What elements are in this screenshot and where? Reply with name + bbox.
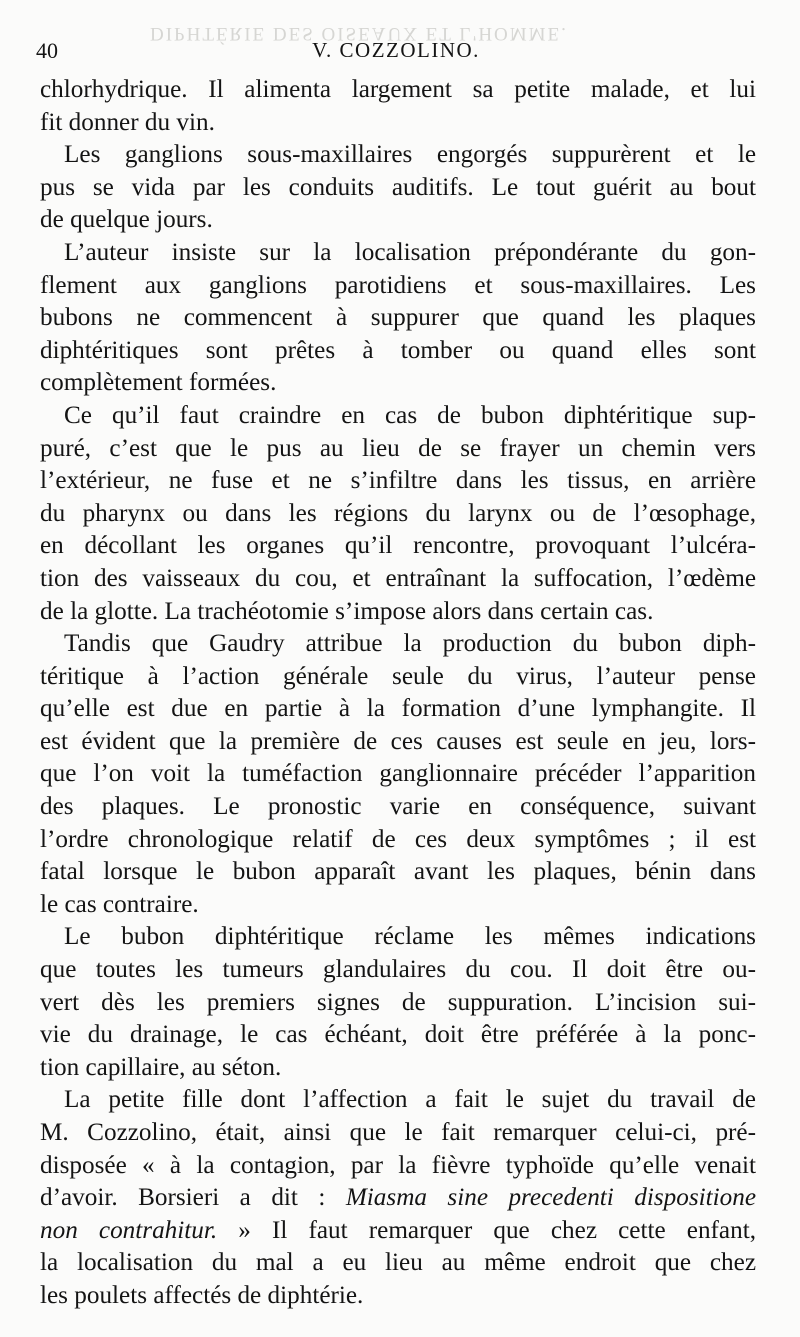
text-line: diphtéritiques sont prêtes à tomber ou quand elles sont: [40, 336, 756, 364]
text-line: des plaques. Le pronostic varie en conséquence, suivant: [40, 793, 756, 821]
text-line: de la glotte. La trachéotomie s’impose alors dans certain cas.: [40, 597, 654, 625]
text-line: est évident que la première de ces causes est seule en jeu, lors-: [40, 727, 756, 755]
text-line: vert dès les premiers signes de suppuration. L’incision sui-: [40, 988, 756, 1016]
page-number: 40: [36, 38, 58, 63]
paragraph-5: [40, 628, 756, 921]
text-line: l’extérieur, ne fuse et ne s’infiltre dans les tissus, en arrière: [40, 467, 756, 495]
text-line: téritique à l’action générale seule du virus, l’auteur pense: [40, 662, 756, 690]
text-line: L’auteur insiste sur la localisation prépondérante du gon-: [64, 238, 756, 266]
text-line: flement aux ganglions parotidiens et sous-maxillaires. Les: [40, 271, 756, 299]
latin-quote: Miasma sine precedenti dispositione: [345, 1184, 756, 1212]
text-line: de quelque jours.: [40, 206, 213, 234]
text-line: l’ordre chronologique relatif de ces deux symptômes ; il est: [40, 825, 756, 853]
text-line: vie du drainage, le cas échéant, doit être préférée à la ponc-: [40, 1021, 756, 1049]
running-head: [36, 38, 756, 68]
text-line: fatal lorsque le bubon apparaît avant les plaques, bénin dans: [40, 858, 756, 886]
text-line: que l’on voit la tuméfaction ganglionnaire précéder l’apparition: [40, 760, 756, 788]
paragraph-3: [40, 237, 756, 400]
text-line: pus se vida par les conduits auditifs. Le tout guérit au bout: [40, 173, 756, 201]
text-line: M. Cozzolino, était, ainsi que le fait remarquer celui-ci, pré-: [40, 1119, 756, 1146]
text-line: qu’elle est due en partie à la formation d’une lymphangite. Il: [40, 695, 756, 723]
text-line: disposée « à la contagion, par la fièvre typhoïde qu’elle venait: [40, 1151, 756, 1179]
text-line: complètement formées.: [40, 369, 277, 397]
text-line: la localisation du mal a eu lieu au même endroit que chez: [40, 1249, 756, 1277]
show-through-text: DIPHTÉRIE DES OISEAUX ET L'HOMME.: [150, 23, 568, 44]
paragraph-4: [40, 400, 756, 628]
text-line: chlorhydrique. Il alimenta largement sa petite malade, et lui: [40, 76, 756, 103]
text-line: [40, 1215, 756, 1248]
text-line: les poulets affectés de diphtérie.: [40, 1281, 364, 1309]
text-line: Les ganglions sous-maxillaires engorgés suppurèrent et le: [64, 141, 756, 169]
paragraph-7: [40, 1084, 756, 1312]
text-line: du pharynx ou dans les régions du larynx ou de l’œsophage,: [40, 499, 756, 527]
text-line: Tandis que Gaudry attribue la production du bubon diph-: [64, 630, 756, 658]
paragraph-2: [40, 139, 756, 237]
text-line: fit donner du vin.: [40, 108, 215, 136]
text-line: Le bubon diphtéritique réclame les mêmes indications: [64, 923, 756, 951]
text-line: le cas contraire.: [40, 890, 199, 918]
text-line: tion capillaire, au séton.: [40, 1053, 282, 1081]
text-line-with-quote: [40, 1182, 756, 1215]
text-run: d’avoir. Borsieri a dit :: [40, 1184, 326, 1212]
paragraph-1: [40, 74, 756, 139]
text-line: tion des vaisseaux du cou, et entraînant la suffocation, l’œdème: [40, 564, 756, 592]
body-text: [40, 74, 756, 1313]
running-title: V. COZZOLINO.: [312, 38, 480, 62]
text-line: Ce qu’il faut craindre en cas de bubon diphtéritique sup-: [64, 401, 756, 429]
text-line: puré, c’est que le pus au lieu de se frayer un chemin vers: [40, 434, 756, 462]
text-line: que toutes les tumeurs glandulaires du cou. Il doit être ou-: [40, 956, 756, 984]
text-line: bubons ne commencent à suppurer que quand les plaques: [40, 304, 756, 332]
text-line: La petite fille dont l’affection a fait le sujet du travail de: [64, 1086, 756, 1114]
latin-quote-end: non contrahitur.: [40, 1216, 218, 1244]
paragraph-6: [40, 921, 756, 1084]
text-run: » Il faut remarquer que chez cette enfant,: [217, 1216, 756, 1244]
text-line: en décollant les organes qu’il rencontre, provoquant l’ulcéra-: [40, 532, 756, 560]
